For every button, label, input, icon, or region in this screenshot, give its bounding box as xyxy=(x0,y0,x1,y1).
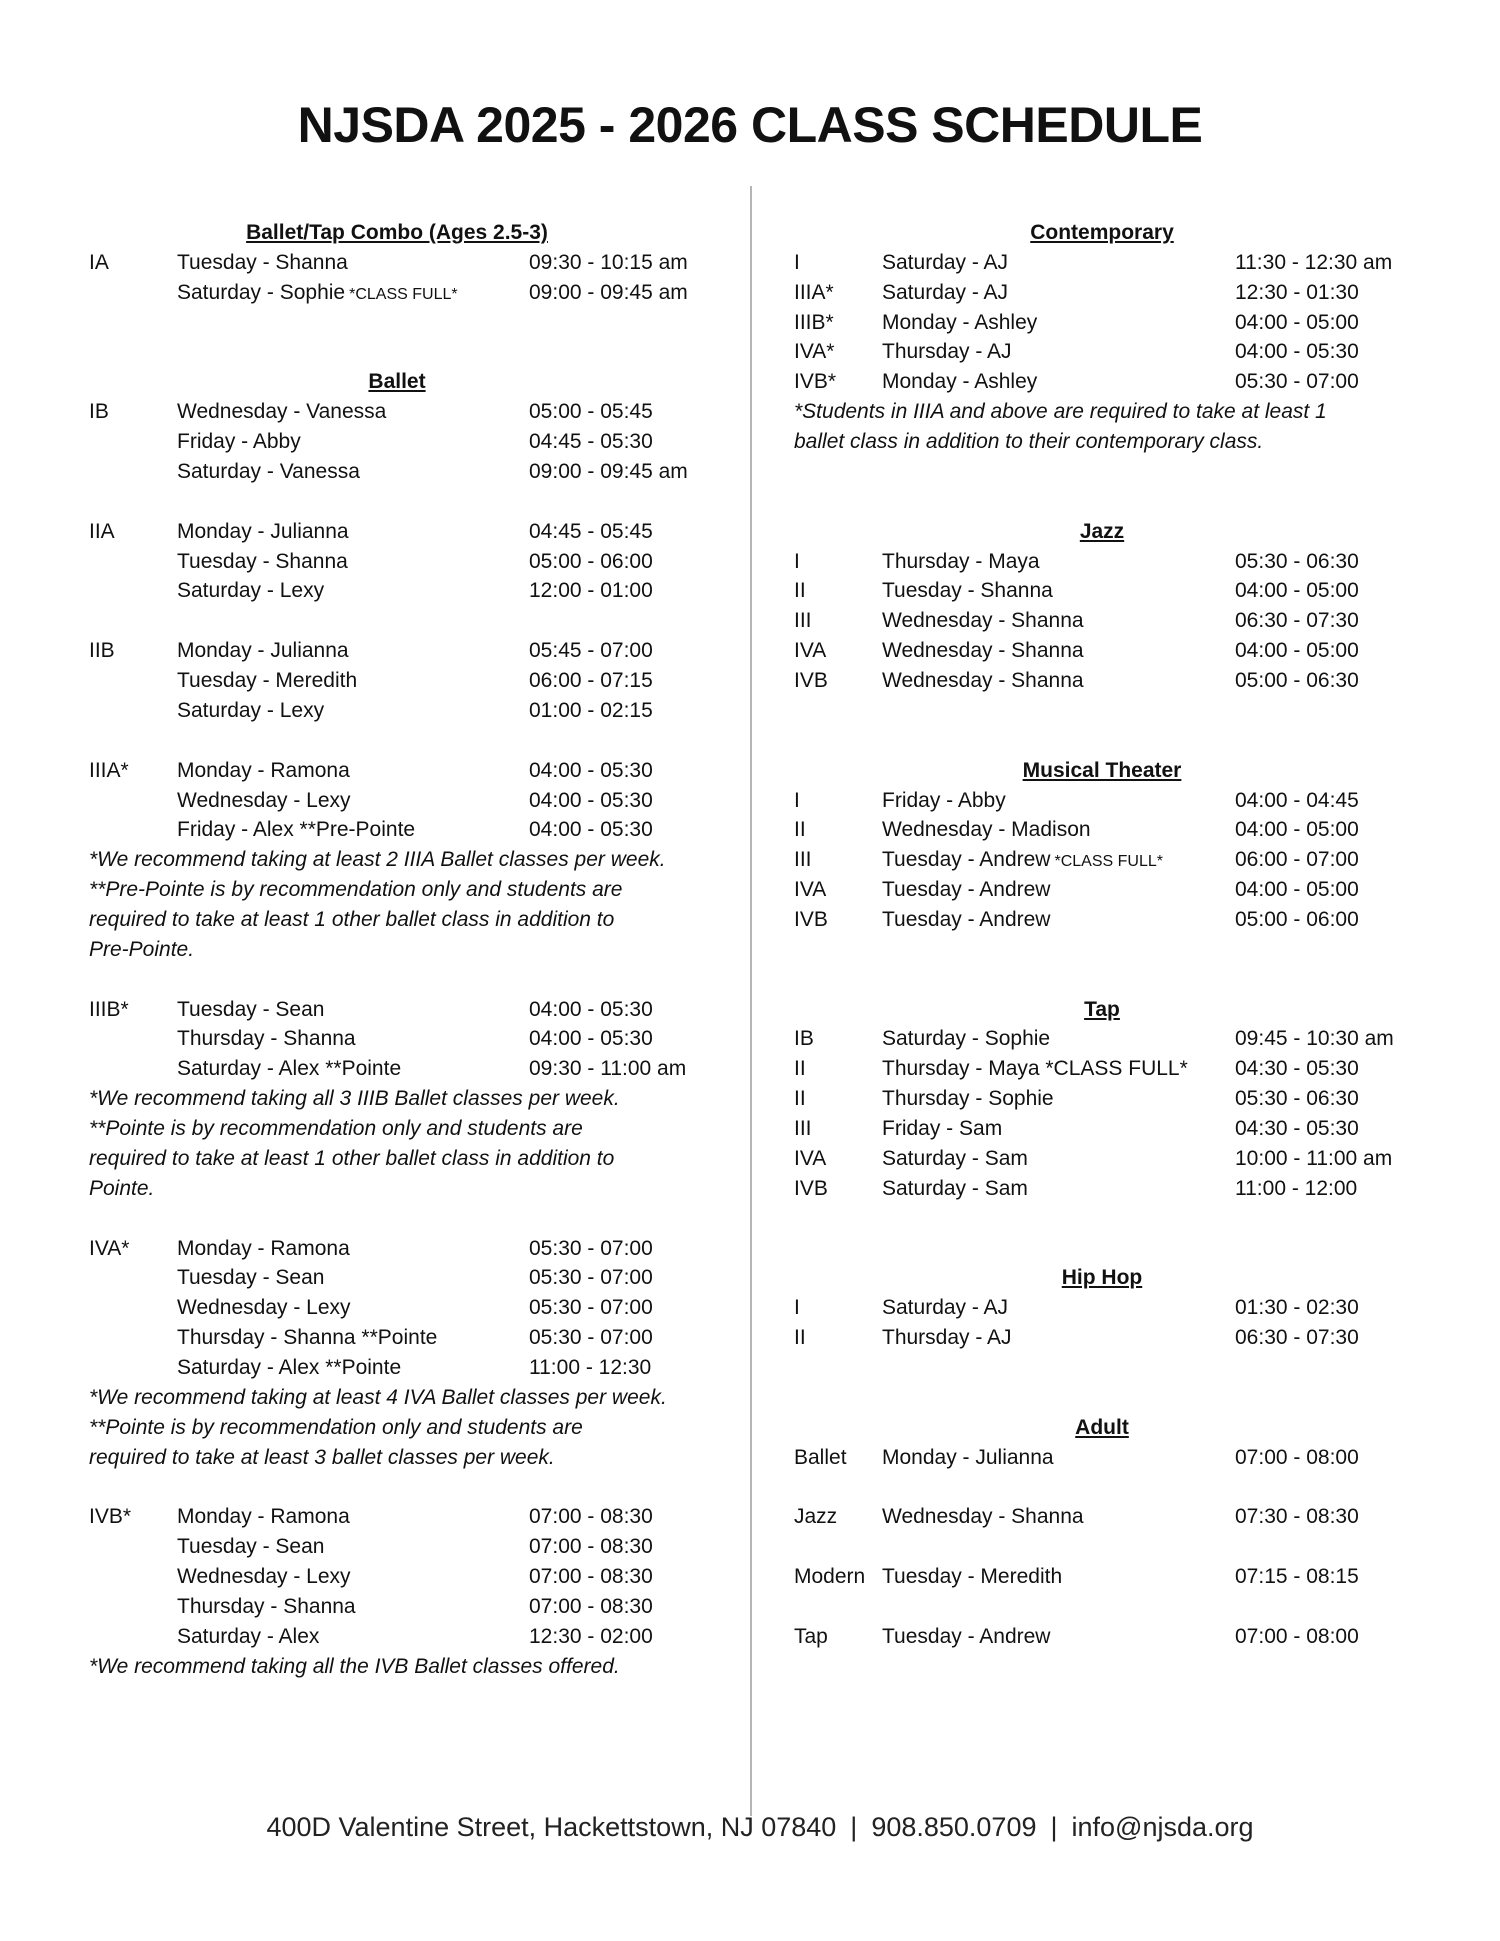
day-instructor-text: Tuesday - Andrew xyxy=(882,1624,1051,1648)
class-time: 07:30 - 08:30 xyxy=(1235,1505,1359,1529)
day-instructor-text: Monday - Ramona xyxy=(177,1236,350,1260)
class-row xyxy=(755,845,1500,875)
day-instructor-text: Tuesday - Shanna xyxy=(882,579,1053,603)
day-instructor-text: Tuesday - Shanna xyxy=(177,250,348,274)
class-time: 05:30 - 07:00 xyxy=(529,1266,653,1290)
class-time: 05:30 - 07:00 xyxy=(529,1236,653,1260)
day-instructor-text: Wednesday - Madison xyxy=(882,818,1091,842)
class-day-instructor xyxy=(882,1054,1188,1084)
class-time: 07:00 - 08:00 xyxy=(1235,1445,1359,1469)
class-time: 09:00 - 09:45 am xyxy=(529,280,688,304)
section-header: Hip Hop xyxy=(1061,1266,1143,1290)
class-row xyxy=(0,696,745,726)
class-time: 12:30 - 01:30 xyxy=(1235,280,1359,304)
class-day-instructor xyxy=(177,1054,401,1084)
class-day-instructor xyxy=(882,786,1006,816)
class-row xyxy=(0,1532,745,1562)
class-row xyxy=(755,1502,1500,1532)
footer-separator: | xyxy=(1050,1812,1058,1842)
class-level: Modern xyxy=(794,1565,866,1589)
class-level: II xyxy=(794,1087,806,1111)
section-header: Tap xyxy=(1084,997,1120,1021)
class-time: 04:00 - 05:30 xyxy=(529,818,653,842)
class-level: IVA xyxy=(794,1146,827,1170)
class-time: 04:45 - 05:45 xyxy=(529,519,653,543)
class-day-instructor xyxy=(177,457,360,487)
class-row xyxy=(755,308,1500,338)
footer-contact xyxy=(0,1812,1500,1843)
day-instructor-text: Wednesday - Shanna xyxy=(882,1505,1084,1529)
class-row xyxy=(755,1443,1500,1473)
class-row xyxy=(755,367,1500,397)
class-level: IVB* xyxy=(794,370,837,394)
class-row xyxy=(755,547,1500,577)
class-day-instructor xyxy=(882,606,1084,636)
day-instructor-text: Thursday - AJ xyxy=(882,1326,1012,1350)
class-day-instructor xyxy=(177,397,386,427)
class-day-instructor xyxy=(882,815,1091,845)
class-row xyxy=(755,1144,1500,1174)
class-level: Ballet xyxy=(794,1445,847,1469)
day-instructor-text: Wednesday - Shanna xyxy=(882,669,1084,693)
day-instructor-text: Saturday - AJ xyxy=(882,280,1009,304)
class-row xyxy=(755,1054,1500,1084)
section-header: Ballet xyxy=(368,370,426,394)
class-day-instructor xyxy=(882,1443,1054,1473)
class-level: I xyxy=(794,250,800,274)
day-instructor-text: Thursday - AJ xyxy=(882,340,1012,364)
class-row xyxy=(0,995,745,1025)
class-day-instructor xyxy=(177,786,351,816)
day-instructor-text: Monday - Ashley xyxy=(882,310,1038,334)
class-row xyxy=(0,427,745,457)
schedule-note: *We recommend taking all 3 IIIB Ballet classes per week. xyxy=(89,1087,620,1111)
class-level: IVB* xyxy=(89,1505,132,1529)
schedule-note: **Pointe is by recommendation only and students are xyxy=(89,1117,583,1141)
class-level: IVA* xyxy=(89,1236,130,1260)
class-time: 05:30 - 06:30 xyxy=(1235,549,1359,573)
class-time: 04:00 - 05:30 xyxy=(529,997,653,1021)
class-level: IVA xyxy=(794,878,827,902)
class-level: IA xyxy=(89,250,109,274)
class-row xyxy=(0,1263,745,1293)
class-day-instructor xyxy=(882,845,1163,877)
class-day-instructor xyxy=(882,875,1050,905)
class-day-instructor xyxy=(882,576,1053,606)
class-time: 04:00 - 05:00 xyxy=(1235,878,1359,902)
class-time: 11:30 - 12:30 am xyxy=(1235,250,1393,274)
class-row xyxy=(755,1114,1500,1144)
class-day-instructor xyxy=(882,337,1012,367)
schedule-note: ballet class in addition to their contemporary class. xyxy=(794,430,1264,454)
day-instructor-text: Wednesday - Lexy xyxy=(177,1565,351,1589)
class-day-instructor xyxy=(177,815,415,845)
class-row xyxy=(755,606,1500,636)
column-divider xyxy=(750,186,752,1816)
class-level: III xyxy=(794,848,812,872)
class-day-instructor xyxy=(882,1293,1008,1323)
class-time: 04:00 - 05:30 xyxy=(529,788,653,812)
footer-email: info@njsda.org xyxy=(1071,1812,1254,1842)
class-time: 10:00 - 11:00 am xyxy=(1235,1146,1393,1170)
class-time: 04:00 - 05:00 xyxy=(1235,310,1359,334)
class-time: 05:00 - 05:45 xyxy=(529,400,653,424)
day-instructor-text: Tuesday - Andrew xyxy=(882,878,1051,902)
day-instructor-text: Thursday - Shanna xyxy=(177,1595,356,1619)
class-row xyxy=(755,1174,1500,1204)
day-instructor-text: Wednesday - Shanna xyxy=(882,639,1084,663)
class-day-instructor xyxy=(177,636,349,666)
class-time: 04:45 - 05:30 xyxy=(529,430,653,454)
class-time: 12:30 - 02:00 xyxy=(529,1624,653,1648)
day-instructor-text: Tuesday - Meredith xyxy=(882,1565,1063,1589)
class-time: 07:00 - 08:30 xyxy=(529,1535,653,1559)
day-instructor-text: Wednesday - Vanessa xyxy=(177,400,387,424)
schedule-note: **Pre-Pointe is by recommendation only and students are xyxy=(89,878,623,902)
schedule-note: **Pointe is by recommendation only and students are xyxy=(89,1415,583,1439)
day-instructor-text: Saturday - Alex **Pointe xyxy=(177,1356,402,1380)
class-level: IVA* xyxy=(794,340,835,364)
class-time: 05:30 - 07:00 xyxy=(529,1326,653,1350)
schedule-note: required to take at least 1 other ballet class in addition to xyxy=(89,1146,615,1170)
class-day-instructor xyxy=(177,547,348,577)
class-day-instructor xyxy=(177,1293,351,1323)
class-time: 05:00 - 06:30 xyxy=(1235,669,1359,693)
class-row xyxy=(0,547,745,577)
class-row xyxy=(0,636,745,666)
class-time: 07:00 - 08:30 xyxy=(529,1595,653,1619)
day-instructor-text: Friday - Abby xyxy=(177,430,301,454)
class-day-instructor xyxy=(882,308,1037,338)
class-level: I xyxy=(794,788,800,812)
day-instructor-text: Wednesday - Shanna xyxy=(882,609,1084,633)
day-instructor-text: Friday - Alex **Pre-Pointe xyxy=(177,818,416,842)
class-row xyxy=(0,517,745,547)
class-time: 09:30 - 10:15 am xyxy=(529,250,688,274)
class-day-instructor xyxy=(177,1532,324,1562)
class-time: 07:00 - 08:30 xyxy=(529,1565,653,1589)
section-header: Musical Theater xyxy=(1022,758,1182,782)
class-row xyxy=(755,1323,1500,1353)
day-instructor-text: Thursday - Maya xyxy=(882,549,1040,573)
day-instructor-text: Saturday - AJ xyxy=(882,1296,1009,1320)
class-level: Tap xyxy=(794,1624,828,1648)
day-instructor-text: Thursday - Sophie xyxy=(882,1087,1054,1111)
class-row xyxy=(0,1234,745,1264)
class-level: IVB xyxy=(794,908,828,931)
class-time: 01:00 - 02:15 xyxy=(529,698,653,722)
class-row xyxy=(755,1024,1500,1054)
class-row xyxy=(755,786,1500,816)
day-instructor-text: Tuesday - Andrew xyxy=(882,848,1051,872)
class-level: IIB xyxy=(89,639,115,663)
class-row xyxy=(0,1024,745,1054)
class-row xyxy=(755,1562,1500,1592)
class-day-instructor xyxy=(882,636,1084,666)
class-time: 04:00 - 05:30 xyxy=(1235,340,1359,364)
schedule-note: required to take at least 3 ballet classes per week. xyxy=(89,1445,555,1469)
class-row xyxy=(0,756,745,786)
class-day-instructor xyxy=(177,1622,319,1652)
class-time: 07:00 - 08:30 xyxy=(529,1505,653,1529)
schedule-note: Pre-Pointe. xyxy=(89,937,195,961)
class-full-tag: *CLASS FULL* xyxy=(1054,853,1163,871)
class-day-instructor xyxy=(882,278,1008,308)
class-row xyxy=(0,1622,745,1652)
class-level: IIIA* xyxy=(89,758,129,782)
class-row xyxy=(755,905,1500,935)
class-time: 11:00 - 12:00 xyxy=(1235,1176,1358,1200)
class-day-instructor xyxy=(882,1174,1028,1204)
class-row xyxy=(755,1293,1500,1323)
class-time: 04:00 - 05:00 xyxy=(1235,579,1359,603)
class-time: 05:45 - 07:00 xyxy=(529,639,653,663)
day-instructor-text: Thursday - Shanna **Pointe xyxy=(177,1326,438,1350)
day-instructor-text: Monday - Julianna xyxy=(882,1445,1054,1469)
class-time: 04:30 - 05:30 xyxy=(1235,1057,1359,1081)
class-level: IIA xyxy=(89,519,115,543)
page-title: NJSDA 2025 - 2026 CLASS SCHEDULE xyxy=(297,97,1203,153)
class-level: IVB xyxy=(794,669,828,693)
day-instructor-text: Saturday - Lexy xyxy=(177,698,325,722)
class-day-instructor xyxy=(177,1024,356,1054)
day-instructor-text: Tuesday - Meredith xyxy=(177,669,358,693)
class-day-instructor xyxy=(177,427,301,457)
schedule-note: *Students in IIIA and above are required to take at least 1 xyxy=(794,400,1327,424)
class-row xyxy=(0,666,745,696)
day-instructor-text: Tuesday - Sean xyxy=(177,997,325,1021)
class-day-instructor xyxy=(177,696,324,726)
class-row xyxy=(0,1054,745,1084)
day-instructor-text: Thursday - Shanna xyxy=(177,1027,356,1051)
class-time: 06:00 - 07:00 xyxy=(1235,848,1359,872)
class-level: II xyxy=(794,1057,806,1081)
class-level: III xyxy=(794,609,812,633)
day-instructor-text: Monday - Ramona xyxy=(177,758,350,782)
class-time: 05:30 - 06:30 xyxy=(1235,1087,1359,1111)
class-day-instructor xyxy=(177,576,324,606)
class-time: 05:30 - 07:00 xyxy=(1235,370,1359,394)
class-day-instructor xyxy=(882,1024,1050,1054)
footer-address: 400D Valentine Street, Hackettstown, NJ 07840 xyxy=(266,1812,837,1842)
footer-phone: 908.850.0709 xyxy=(871,1812,1037,1842)
class-day-instructor xyxy=(882,666,1084,696)
class-time: 12:00 - 01:00 xyxy=(529,579,653,603)
section-header: Contemporary xyxy=(1030,221,1174,244)
class-time: 06:30 - 07:30 xyxy=(1235,609,1359,633)
class-day-instructor xyxy=(177,756,350,786)
day-instructor-text: Monday - Julianna xyxy=(177,519,349,543)
class-row xyxy=(755,278,1500,308)
day-instructor-text: Friday - Abby xyxy=(882,788,1006,812)
class-level: II xyxy=(794,1326,806,1350)
day-instructor-text: Saturday - Vanessa xyxy=(177,459,360,483)
class-level: Jazz xyxy=(794,1505,838,1529)
day-instructor-text: Saturday - Lexy xyxy=(177,579,325,603)
section-header: Jazz xyxy=(1079,519,1125,543)
class-day-instructor xyxy=(177,1323,437,1353)
class-time: 07:00 - 08:00 xyxy=(1235,1624,1359,1648)
class-time: 05:00 - 06:00 xyxy=(1235,908,1359,931)
schedule-note: *We recommend taking at least 2 IIIA Ballet classes per week. xyxy=(89,848,666,872)
class-day-instructor xyxy=(882,1323,1012,1353)
class-row xyxy=(755,337,1500,367)
day-instructor-text: Tuesday - Shanna xyxy=(177,549,348,573)
class-day-instructor xyxy=(882,248,1008,278)
class-day-instructor xyxy=(882,1622,1050,1652)
class-row xyxy=(755,1622,1500,1652)
class-time: 05:30 - 07:00 xyxy=(529,1296,653,1320)
class-day-instructor xyxy=(882,1114,1002,1144)
class-time: 01:30 - 02:30 xyxy=(1235,1296,1359,1320)
day-instructor-text: Saturday - Alex xyxy=(177,1624,320,1648)
class-level: IB xyxy=(89,400,109,424)
class-day-instructor xyxy=(177,1234,350,1264)
schedule-note: *We recommend taking at least 4 IVA Ballet classes per week. xyxy=(89,1385,667,1409)
day-instructor-text: Wednesday - Lexy xyxy=(177,788,351,812)
class-time: 04:00 - 05:00 xyxy=(1235,818,1359,842)
class-time: 06:30 - 07:30 xyxy=(1235,1326,1359,1350)
class-day-instructor xyxy=(177,517,349,547)
class-row xyxy=(0,576,745,606)
class-time: 07:15 - 08:15 xyxy=(1235,1565,1359,1589)
class-level: IVA xyxy=(794,639,827,663)
class-row xyxy=(0,786,745,816)
class-level: IIIA* xyxy=(794,280,834,304)
day-instructor-text: Saturday - Sophie xyxy=(882,1027,1051,1051)
class-time: 11:00 - 12:30 xyxy=(529,1356,652,1380)
day-instructor-text: Saturday - Sophie xyxy=(177,280,346,304)
class-row xyxy=(0,397,745,427)
schedule-note: required to take at least 1 other ballet class in addition to xyxy=(89,908,615,931)
class-row xyxy=(0,1323,745,1353)
class-level: II xyxy=(794,818,806,842)
class-day-instructor xyxy=(177,666,357,696)
class-day-instructor xyxy=(882,905,1050,935)
day-instructor-text: Tuesday - Sean xyxy=(177,1266,325,1290)
class-time: 06:00 - 07:15 xyxy=(529,669,653,693)
class-day-instructor xyxy=(882,547,1040,577)
class-row xyxy=(755,576,1500,606)
day-instructor-text: Thursday - Maya *CLASS FULL* xyxy=(882,1057,1188,1081)
class-level: IB xyxy=(794,1027,814,1051)
class-time: 09:30 - 11:00 am xyxy=(529,1057,687,1081)
class-row xyxy=(0,815,745,845)
class-day-instructor xyxy=(177,278,458,310)
class-day-instructor xyxy=(177,1502,350,1532)
class-row xyxy=(755,875,1500,905)
day-instructor-text: Tuesday - Sean xyxy=(177,1535,325,1559)
class-row xyxy=(755,248,1500,278)
day-instructor-text: Friday - Sam xyxy=(882,1117,1003,1141)
class-day-instructor xyxy=(177,1263,324,1293)
class-day-instructor xyxy=(882,367,1037,397)
day-instructor-text: Saturday - Sam xyxy=(882,1146,1028,1170)
class-time: 04:00 - 05:30 xyxy=(529,758,653,782)
class-time: 04:30 - 05:30 xyxy=(1235,1117,1359,1141)
class-time: 05:00 - 06:00 xyxy=(529,549,653,573)
class-row xyxy=(755,666,1500,696)
class-level: I xyxy=(794,549,800,573)
class-day-instructor xyxy=(177,995,324,1025)
class-row xyxy=(0,1592,745,1622)
class-row xyxy=(0,1293,745,1323)
class-time: 09:45 - 10:30 am xyxy=(1235,1027,1394,1051)
class-time: 04:00 - 05:00 xyxy=(1235,639,1359,663)
class-day-instructor xyxy=(177,248,348,278)
footer-separator: | xyxy=(850,1812,858,1842)
class-time: 09:00 - 09:45 am xyxy=(529,459,688,483)
class-level: I xyxy=(794,1296,800,1320)
class-day-instructor xyxy=(882,1502,1084,1532)
class-row xyxy=(755,815,1500,845)
class-row xyxy=(0,457,745,487)
class-full-tag: *CLASS FULL* xyxy=(349,285,458,303)
class-time: 04:00 - 05:30 xyxy=(529,1027,653,1051)
class-level: IIIB* xyxy=(89,997,129,1021)
day-instructor-text: Monday - Ramona xyxy=(177,1505,350,1529)
class-day-instructor xyxy=(177,1353,401,1383)
class-time: 04:00 - 04:45 xyxy=(1235,788,1359,812)
day-instructor-text: Wednesday - Lexy xyxy=(177,1296,351,1320)
class-row xyxy=(0,1353,745,1383)
class-day-instructor xyxy=(177,1562,351,1592)
class-row xyxy=(755,1084,1500,1114)
day-instructor-text: Saturday - Sam xyxy=(882,1176,1028,1200)
class-row xyxy=(0,278,745,308)
class-row xyxy=(0,1502,745,1532)
class-day-instructor xyxy=(882,1084,1054,1114)
class-day-instructor xyxy=(177,1592,356,1622)
day-instructor-text: Monday - Julianna xyxy=(177,639,349,663)
class-row xyxy=(0,1562,745,1592)
schedule-note: *We recommend taking all the IVB Ballet classes offered. xyxy=(89,1654,620,1678)
class-level: IVB xyxy=(794,1176,828,1200)
section-header: Adult xyxy=(1075,1415,1129,1439)
class-level: IIIB* xyxy=(794,310,834,334)
class-day-instructor xyxy=(882,1562,1062,1592)
class-row xyxy=(0,248,745,278)
class-level: III xyxy=(794,1117,812,1141)
day-instructor-text: Monday - Ashley xyxy=(882,370,1038,394)
class-row xyxy=(755,636,1500,666)
class-level: II xyxy=(794,579,806,603)
schedule-note: Pointe. xyxy=(89,1176,155,1200)
class-day-instructor xyxy=(882,1144,1028,1174)
day-instructor-text: Saturday - AJ xyxy=(882,250,1009,274)
day-instructor-text: Tuesday - Andrew xyxy=(882,908,1051,931)
day-instructor-text: Saturday - Alex **Pointe xyxy=(177,1057,402,1081)
section-header: Ballet/Tap Combo (Ages 2.5-3) xyxy=(246,221,548,244)
